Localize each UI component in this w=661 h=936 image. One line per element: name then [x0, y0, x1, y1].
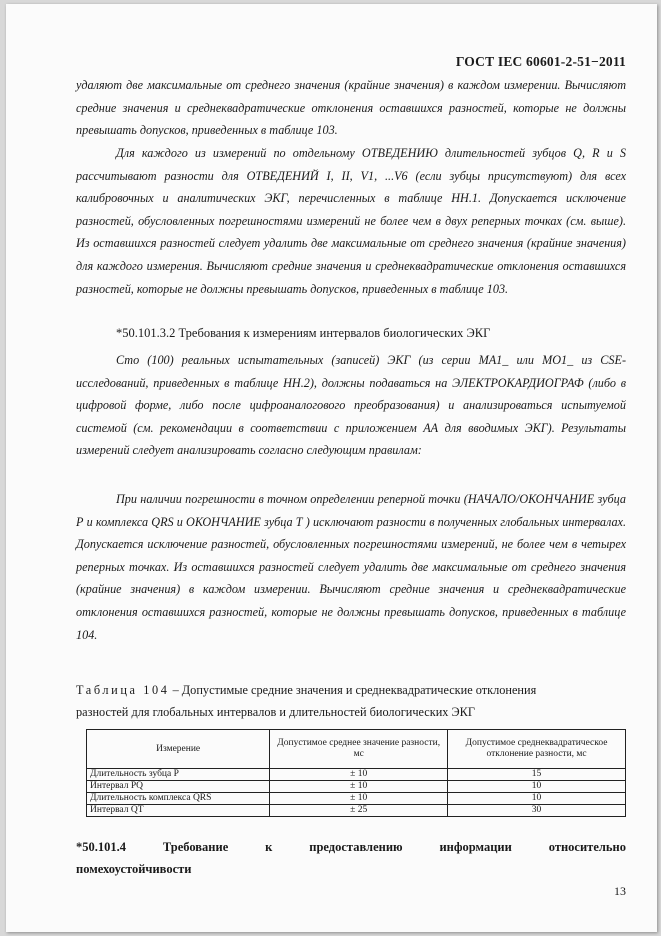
- section-word: информации: [439, 840, 512, 854]
- table-caption-label: Таблица 104: [76, 683, 170, 697]
- section-word: к: [265, 840, 273, 854]
- cell-measurement: Длительность зубца Р: [87, 769, 270, 781]
- section-word: относительно: [548, 840, 626, 854]
- cell-measurement: Интервал QT: [87, 805, 270, 817]
- subsection-heading: *50.101.3.2 Требования к измерениям интервалов биологических ЭКГ: [116, 326, 491, 340]
- document-page: [6, 4, 657, 932]
- cell-mean: ± 25: [270, 805, 448, 817]
- cell-stddev: 10: [448, 793, 626, 805]
- header-mean: Допустимое среднее значение разности, мс: [270, 730, 448, 769]
- section-heading-line1: [76, 836, 626, 858]
- cell-measurement: Длительность комплекса QRS: [87, 793, 270, 805]
- paragraph-2: Для каждого из измерений по отдельному ОТВЕДЕНИЮ длительностей зубцов Q, R и S рассчитывают разности для ОТВЕДЕНИЙ I, II, V1, ...V6 (если зубцы присутствуют) для всех калибровочных и аналитических ЭКГ, перечисленных в таблице НН.1. Допускается исключение разностей, обусловленных погрешностями измерений не более чем в двух реперных точках (см. выше). Из оставшихся разностей следует удалить две максимальные от среднего значения (крайние значения) для каждого измерения. Вычисляют средние значения и среднеквадратические отклонения оставшихся разностей, которые не должны превышать допусков, приведенных в таблице 103.: [76, 146, 626, 296]
- paragraph-4: При наличии погрешности в точном определении реперной точки (НАЧАЛО/ОКОНЧАНИЕ зубца Р и комплекса QRS и ОКОНЧАНИЕ зубца Т ) исключают разности в полученных глобальных интервалах. Допускается исключение разностей, обусловленных погрешностями измерений, не более чем в четырех реперных точках. Из оставшихся разностей следует удалить две максимальные от среднего значения (крайние значения) в каждом измерении. Вычисляют средние значения и среднеквадратические отклонения оставшихся разностей, которые не должны превышать допусков, приведенных в таблице 104.: [76, 492, 626, 642]
- table-row: [87, 781, 626, 793]
- standard-header: ГОСТ IEC 60601-2-51−2011: [455, 54, 626, 69]
- table-row: [87, 805, 626, 817]
- section-word: предоставлению: [309, 840, 403, 854]
- table-caption-line1: – Допустимые средние значения и среднеквадратические отклонения: [169, 683, 537, 697]
- cell-stddev: 15: [448, 769, 626, 781]
- paragraph-1: удаляют две максимальные от среднего значения (крайние значения) в каждом измерении. Вычисляют средние значения и среднеквадратические отклонения оставшихся разностей, которые не должны превышать допусков, приведенных в таблице 103.: [76, 78, 626, 138]
- section-word: *50.101.4: [76, 840, 126, 854]
- page-number: 13: [614, 884, 626, 898]
- cell-stddev: 10: [448, 781, 626, 793]
- cell-mean: ± 10: [270, 769, 448, 781]
- section-word: Требование: [162, 840, 229, 854]
- cell-stddev: 30: [448, 805, 626, 817]
- cell-mean: ± 10: [270, 793, 448, 805]
- section-heading-line2: помехоустойчивости: [76, 862, 192, 876]
- cell-measurement: Интервал PQ: [87, 781, 270, 793]
- tolerance-table: [86, 729, 626, 817]
- table-caption-line2: разностей для глобальных интервалов и длительностей биологических ЭКГ: [76, 705, 475, 719]
- table-header-row: [87, 730, 626, 769]
- section-heading: [76, 836, 626, 880]
- header-measurement: Измерение: [87, 730, 270, 769]
- table-caption: [76, 679, 626, 723]
- cell-mean: ± 10: [270, 781, 448, 793]
- header-stddev: Допустимое среднеквадратическое отклонение разности, мс: [448, 730, 626, 769]
- table-row: [87, 793, 626, 805]
- table-row: [87, 769, 626, 781]
- paragraph-3: Сто (100) реальных испытательных (записей) ЭКГ (из серии MA1_ или MO1_ из CSE-исследований, приведенных в таблице НН.2), должны подаваться на ЭЛЕКТРОКАРДИОГРАФ (либо в цифровой форме, либо после цифроаналогового преобразования) и анализироваться испытуемой системой (см. рекомендации в соответствии с приложением АА для вводимых ЭКГ). Результаты измерений следует анализировать согласно следующим правилам:: [76, 353, 626, 458]
